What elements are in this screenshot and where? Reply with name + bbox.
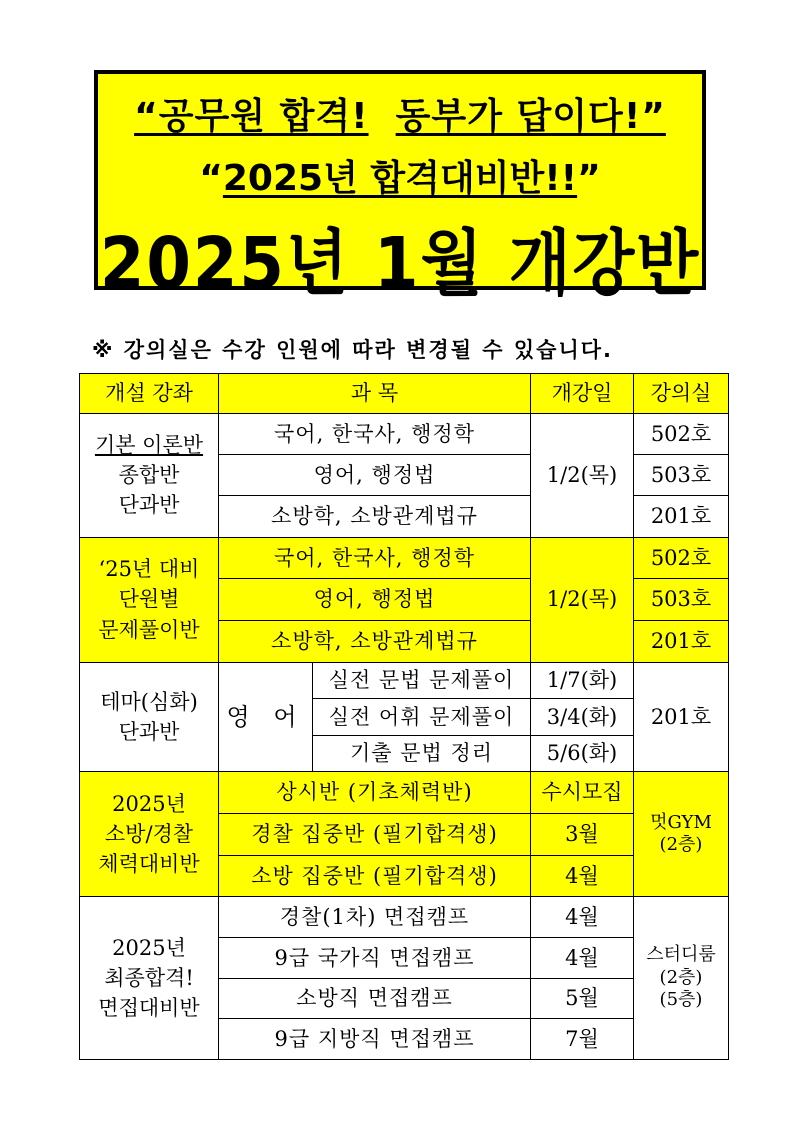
course-fitness-prep bbox=[80, 772, 219, 897]
course-interview-line-3: 면접대비반 bbox=[98, 996, 200, 1021]
start-date-cell: 4월 bbox=[531, 937, 634, 978]
header-subject: 과 목 bbox=[219, 374, 531, 414]
subject-cell: 9급 국가직 면접캠프 bbox=[219, 937, 531, 978]
course-basic-theory-line-2: 종합반 bbox=[118, 462, 180, 487]
subject-cell: 경찰(1차) 면접캠프 bbox=[219, 897, 531, 938]
course-fitness-line-3: 체력대비반 bbox=[98, 852, 200, 877]
course-interview-line-2: 최종합격! bbox=[104, 966, 194, 990]
course-unit-problem-solving bbox=[80, 537, 219, 662]
table-row bbox=[80, 537, 729, 579]
header-room: 강의실 bbox=[634, 374, 729, 414]
subject-cell: 경찰 집중반 (필기합격생) bbox=[219, 813, 531, 855]
banner-line-1-part-1: “공무원 합격! bbox=[134, 96, 369, 137]
subject-cell: 영어, 행정법 bbox=[219, 455, 531, 496]
banner-line-1-part-2: 동부가 답이다!” bbox=[395, 96, 666, 137]
start-date-cell: 4월 bbox=[531, 897, 634, 938]
room-cell: 503호 bbox=[634, 579, 729, 621]
start-date-cell: 3월 bbox=[531, 813, 634, 855]
subject-cell: 상시반 (기초체력반) bbox=[219, 772, 531, 814]
room-cell: 503호 bbox=[634, 455, 729, 496]
start-date-cell: 3/4(화) bbox=[531, 699, 634, 736]
room-gym-floor: (2층) bbox=[659, 834, 703, 856]
start-date-cell: 1/2(목) bbox=[531, 537, 634, 662]
room-study-floor-5: (5층) bbox=[659, 989, 703, 1011]
start-date-cell: 수시모집 bbox=[531, 772, 634, 814]
title-banner bbox=[94, 70, 706, 306]
room-cell: 201호 bbox=[634, 662, 729, 772]
banner-line-1 bbox=[98, 88, 702, 139]
room-cell: 502호 bbox=[634, 537, 729, 579]
table-header-row bbox=[80, 374, 729, 414]
subject-cell: 영어, 행정법 bbox=[219, 579, 531, 621]
start-date-cell: 1/2(목) bbox=[531, 413, 634, 537]
subject-cell: 소방직 면접캠프 bbox=[219, 978, 531, 1019]
banner-line-2-quote-close: ” bbox=[577, 158, 601, 199]
banner-line-2 bbox=[98, 150, 702, 201]
course-theme-line-1: 테마(심화) bbox=[100, 689, 198, 714]
header-course: 개설 강좌 bbox=[80, 374, 219, 414]
banner-line-2-quote-open: “ bbox=[199, 158, 223, 199]
schedule-table bbox=[79, 373, 729, 1060]
subject-cell: 실전 어휘 문제풀이 bbox=[313, 699, 531, 736]
course-theme-advanced bbox=[80, 662, 219, 772]
table-row bbox=[80, 772, 729, 814]
subject-cell: 소방학, 소방관계법규 bbox=[219, 620, 531, 662]
subject-cell: 소방 집중반 (필기합격생) bbox=[219, 855, 531, 897]
subject-cell: 9급 지방직 면접캠프 bbox=[219, 1019, 531, 1060]
course-unit-line-1: ‘25년 대비 bbox=[98, 557, 200, 582]
subject-cell: 국어, 한국사, 행정학 bbox=[219, 413, 531, 455]
course-basic-theory-line-3: 단과반 bbox=[118, 493, 180, 518]
header-start-date: 개강일 bbox=[531, 374, 634, 414]
course-interview-line-1: 2025년 bbox=[112, 935, 186, 960]
subject-group-english: 영 어 bbox=[219, 662, 313, 772]
start-date-cell: 1/7(화) bbox=[531, 662, 634, 699]
room-cell: 201호 bbox=[634, 495, 729, 537]
subject-cell: 기출 문법 정리 bbox=[313, 735, 531, 772]
start-date-cell: 5월 bbox=[531, 978, 634, 1019]
room-cell bbox=[634, 772, 729, 897]
course-final-interview bbox=[80, 897, 219, 1060]
course-basic-theory-line-1: 기본 이론반 bbox=[94, 432, 204, 457]
banner-line-2-text: 2025년 합격대비반!! bbox=[222, 158, 578, 199]
room-gym-name: 멋GYM bbox=[650, 811, 712, 833]
subject-cell: 소방학, 소방관계법규 bbox=[219, 495, 531, 537]
subject-cell: 실전 문법 문제풀이 bbox=[313, 662, 531, 699]
table-row bbox=[80, 897, 729, 938]
room-change-notice: ※ 강의실은 수강 인원에 따라 변경될 수 있습니다. bbox=[92, 338, 614, 362]
start-date-cell: 4월 bbox=[531, 855, 634, 897]
subject-cell: 국어, 한국사, 행정학 bbox=[219, 537, 531, 579]
course-unit-line-2: 단원별 bbox=[118, 587, 180, 612]
room-study-floor-2: (2층) bbox=[659, 966, 703, 988]
room-study-name: 스터디룸 bbox=[646, 944, 716, 966]
table-row bbox=[80, 413, 729, 455]
course-fitness-line-1: 2025년 bbox=[112, 791, 186, 816]
start-date-cell: 7월 bbox=[531, 1019, 634, 1060]
room-cell: 201호 bbox=[634, 620, 729, 662]
start-date-cell: 5/6(화) bbox=[531, 735, 634, 772]
course-theme-line-2: 단과반 bbox=[118, 719, 180, 744]
banner-line-3: 2025년 1월 개강반 bbox=[99, 222, 701, 306]
room-cell bbox=[634, 897, 729, 1060]
course-fitness-line-2: 소방/경찰 bbox=[104, 822, 194, 847]
course-unit-line-3: 문제풀이반 bbox=[98, 617, 200, 642]
course-basic-theory bbox=[80, 413, 219, 537]
room-cell: 502호 bbox=[634, 413, 729, 455]
table-row bbox=[80, 662, 729, 699]
